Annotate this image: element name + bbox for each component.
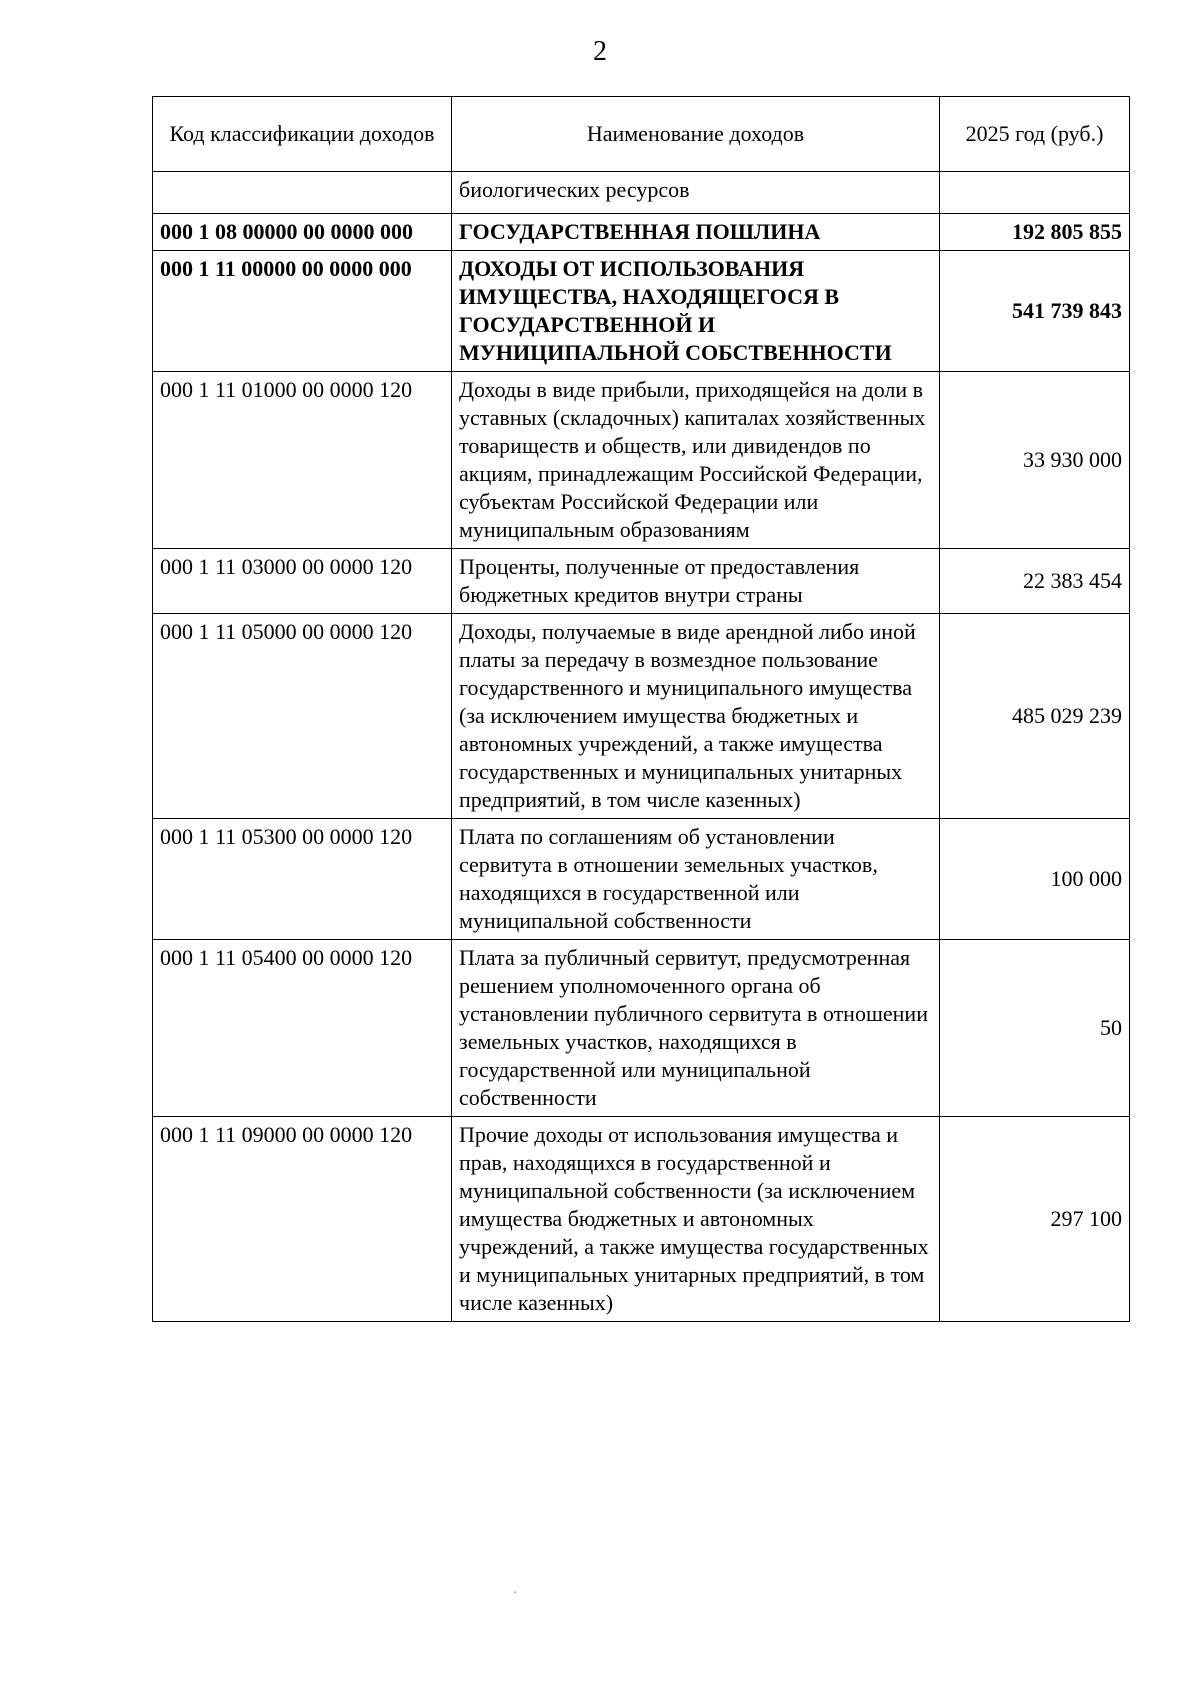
row-name: Плата по соглашениям об установлении сервитута в отношении земельных участков, находящихся в государственной или муниципальной собственности <box>452 819 940 940</box>
table-row <box>153 940 1130 1117</box>
row-name: Плата за публичный сервитут, предусмотренная решением уполномоченного органа об установлении публичного сервитута в отношении земельных участков, находящихся в государственной или муниципальной собственности <box>452 940 940 1117</box>
row-amount: 297 100 <box>940 1117 1130 1322</box>
table-row <box>153 214 1130 251</box>
page-number: 2 <box>593 36 607 67</box>
table-row <box>153 1117 1130 1322</box>
table-row <box>153 819 1130 940</box>
row-amount: 100 000 <box>940 819 1130 940</box>
scan-speck: · <box>513 1586 518 1601</box>
row-amount: 485 029 239 <box>940 614 1130 819</box>
row-code: 000 1 11 09000 00 0000 120 <box>153 1117 452 1322</box>
row-name: Прочие доходы от использования имущества и прав, находящихся в государственной и муниципальной собственности (за исключением имущества бюджетных и автономных учреждений, а также имущества государственных и муниципальных унитарных предприятий, в том числе казенных) <box>452 1117 940 1322</box>
row-name: ГОСУДАРСТВЕННАЯ ПОШЛИНА <box>452 214 940 251</box>
row-code: 000 1 11 03000 00 0000 120 <box>153 549 452 614</box>
row-name: биологических ресурсов <box>452 172 940 214</box>
table-row <box>153 251 1130 372</box>
row-code: 000 1 11 05400 00 0000 120 <box>153 940 452 1117</box>
income-table <box>152 96 1130 1322</box>
table-row <box>153 614 1130 819</box>
row-amount: 50 <box>940 940 1130 1117</box>
row-name: ДОХОДЫ ОТ ИСПОЛЬЗОВАНИЯ ИМУЩЕСТВА, НАХОДЯЩЕГОСЯ В ГОСУДАРСТВЕННОЙ И МУНИЦИПАЛЬНОЙ СОБСТВЕННОСТИ <box>452 251 940 372</box>
row-code: 000 1 11 05000 00 0000 120 <box>153 614 452 819</box>
table-header-row <box>153 97 1130 172</box>
row-name: Проценты, полученные от предоставления бюджетных кредитов внутри страны <box>452 549 940 614</box>
header-year: 2025 год (руб.) <box>940 97 1130 172</box>
row-amount: 541 739 843 <box>940 251 1130 372</box>
row-code: 000 1 11 01000 00 0000 120 <box>153 372 452 549</box>
row-code: 000 1 11 00000 00 0000 000 <box>153 251 452 372</box>
table-row <box>153 549 1130 614</box>
row-code: 000 1 11 05300 00 0000 120 <box>153 819 452 940</box>
row-name: Доходы в виде прибыли, приходящейся на доли в уставных (складочных) капиталах хозяйственных товариществ и обществ, или дивидендов по акциям, принадлежащим Российской Федерации, субъектам Российской Федерации или муниципальным образованиям <box>452 372 940 549</box>
row-code: 000 1 08 00000 00 0000 000 <box>153 214 452 251</box>
header-name: Наименование доходов <box>452 97 940 172</box>
row-amount: 33 930 000 <box>940 372 1130 549</box>
row-name: Доходы, получаемые в виде арендной либо иной платы за передачу в возмездное пользование государственного и муниципального имущества (за исключением имущества бюджетных и автономных учреждений, а также имущества государственных и муниципальных унитарных предприятий, в том числе казенных) <box>452 614 940 819</box>
row-amount: 192 805 855 <box>940 214 1130 251</box>
table-row <box>153 172 1130 214</box>
row-amount: 22 383 454 <box>940 549 1130 614</box>
row-code <box>153 172 452 214</box>
header-code: Код классификации доходов <box>153 97 452 172</box>
table-row <box>153 372 1130 549</box>
row-amount <box>940 172 1130 214</box>
